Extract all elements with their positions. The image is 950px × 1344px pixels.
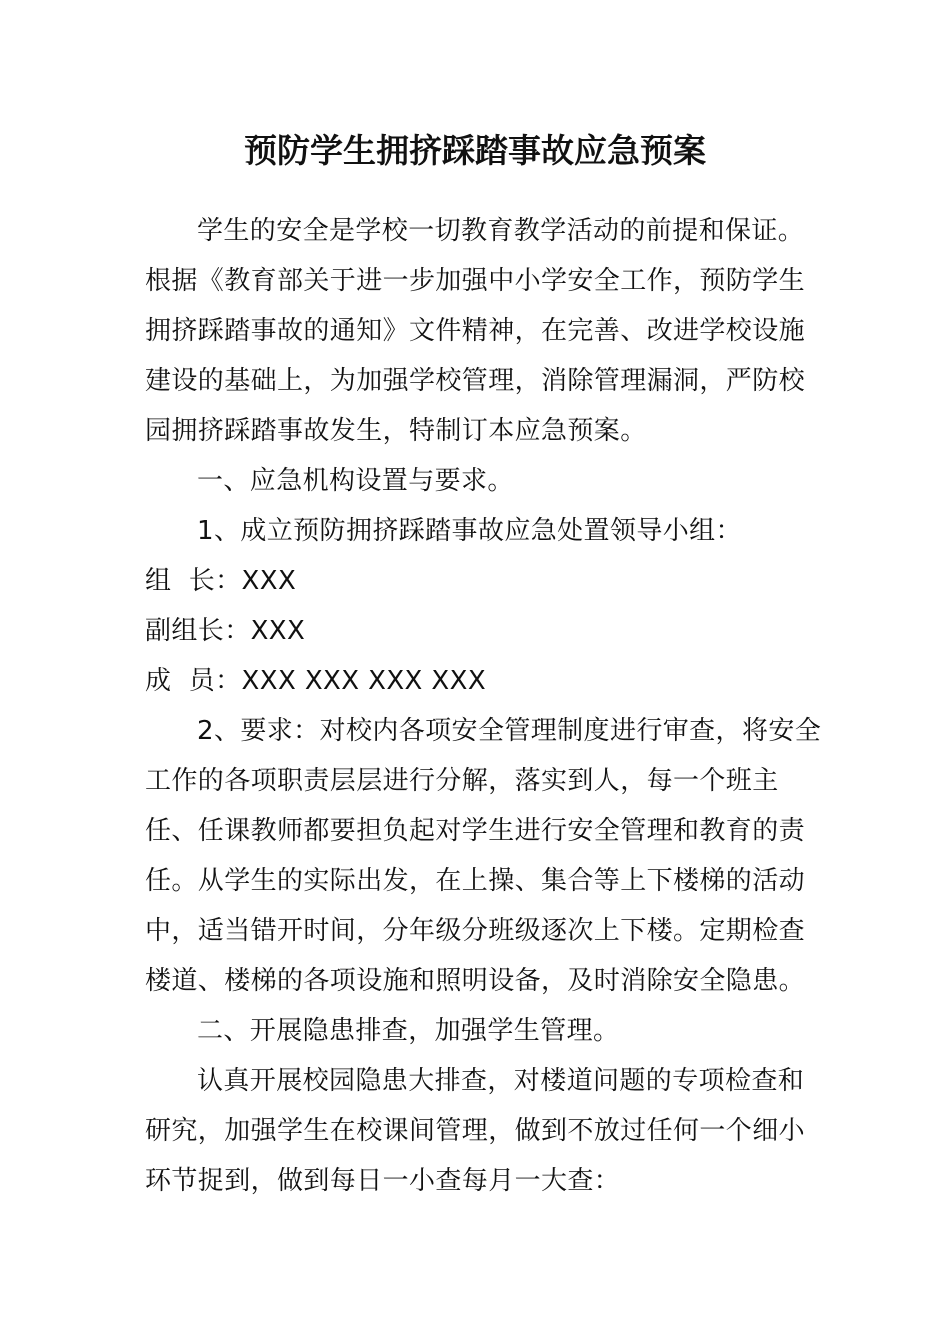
item2-line-1: 2、要求：对校内各项安全管理制度进行审查，将安全 <box>197 716 822 746</box>
members-line: 成 员：XXX XXX XXX XXX <box>145 666 487 696</box>
section2-line-3: 环节捉到，做到每日一小查每月一大查： <box>145 1166 621 1196</box>
intro-line-3: 拥挤踩踏事故的通知》文件精神，在完善、改进学校设施 <box>145 316 806 346</box>
section2-line-2: 研究，加强学生在校课间管理，做到不放过任何一个细小 <box>145 1116 806 1146</box>
document-body <box>145 206 822 1206</box>
item2-line-2: 工作的各项职责层层进行分解，落实到人，每一个班主 <box>145 766 779 796</box>
item1-text: 1、成立预防拥挤踩踏事故应急处置领导小组： <box>197 516 742 546</box>
section1-heading: 一、应急机构设置与要求。 <box>197 466 514 496</box>
intro-line-2: 根据《教育部关于进一步加强中小学安全工作，预防学生 <box>145 266 806 296</box>
item2-line-5: 中，适当错开时间，分年级分班级逐次上下楼。定期检查 <box>145 916 806 946</box>
leader-line: 组 长：XXX <box>145 566 297 596</box>
section2-heading: 二、开展隐患排查，加强学生管理。 <box>197 1016 620 1046</box>
deputy-line: 副组长：XXX <box>145 616 306 646</box>
section2-line-1: 认真开展校园隐患大排查，对楼道问题的专项检查和 <box>197 1066 805 1096</box>
intro-paragraph <box>145 206 809 456</box>
section2-paragraph <box>145 1056 809 1206</box>
intro-line-5: 园拥挤踩踏事故发生，特制订本应急预案。 <box>145 416 647 446</box>
item2-paragraph <box>145 706 822 1006</box>
item2-line-3: 任、任课教师都要担负起对学生进行安全管理和教育的责 <box>145 816 806 846</box>
item2-line-4: 任。从学生的实际出发，在上操、集合等上下楼梯的活动 <box>145 866 806 896</box>
document-title: 预防学生拥挤踩踏事故应急预案 <box>244 131 706 170</box>
intro-line-4: 建设的基础上，为加强学校管理，消除管理漏洞，严防校 <box>145 366 806 396</box>
item2-line-6: 楼道、楼梯的各项设施和照明设备，及时消除安全隐患。 <box>145 966 806 996</box>
intro-line-1: 学生的安全是学校一切教育教学活动的前提和保证。 <box>197 216 805 246</box>
